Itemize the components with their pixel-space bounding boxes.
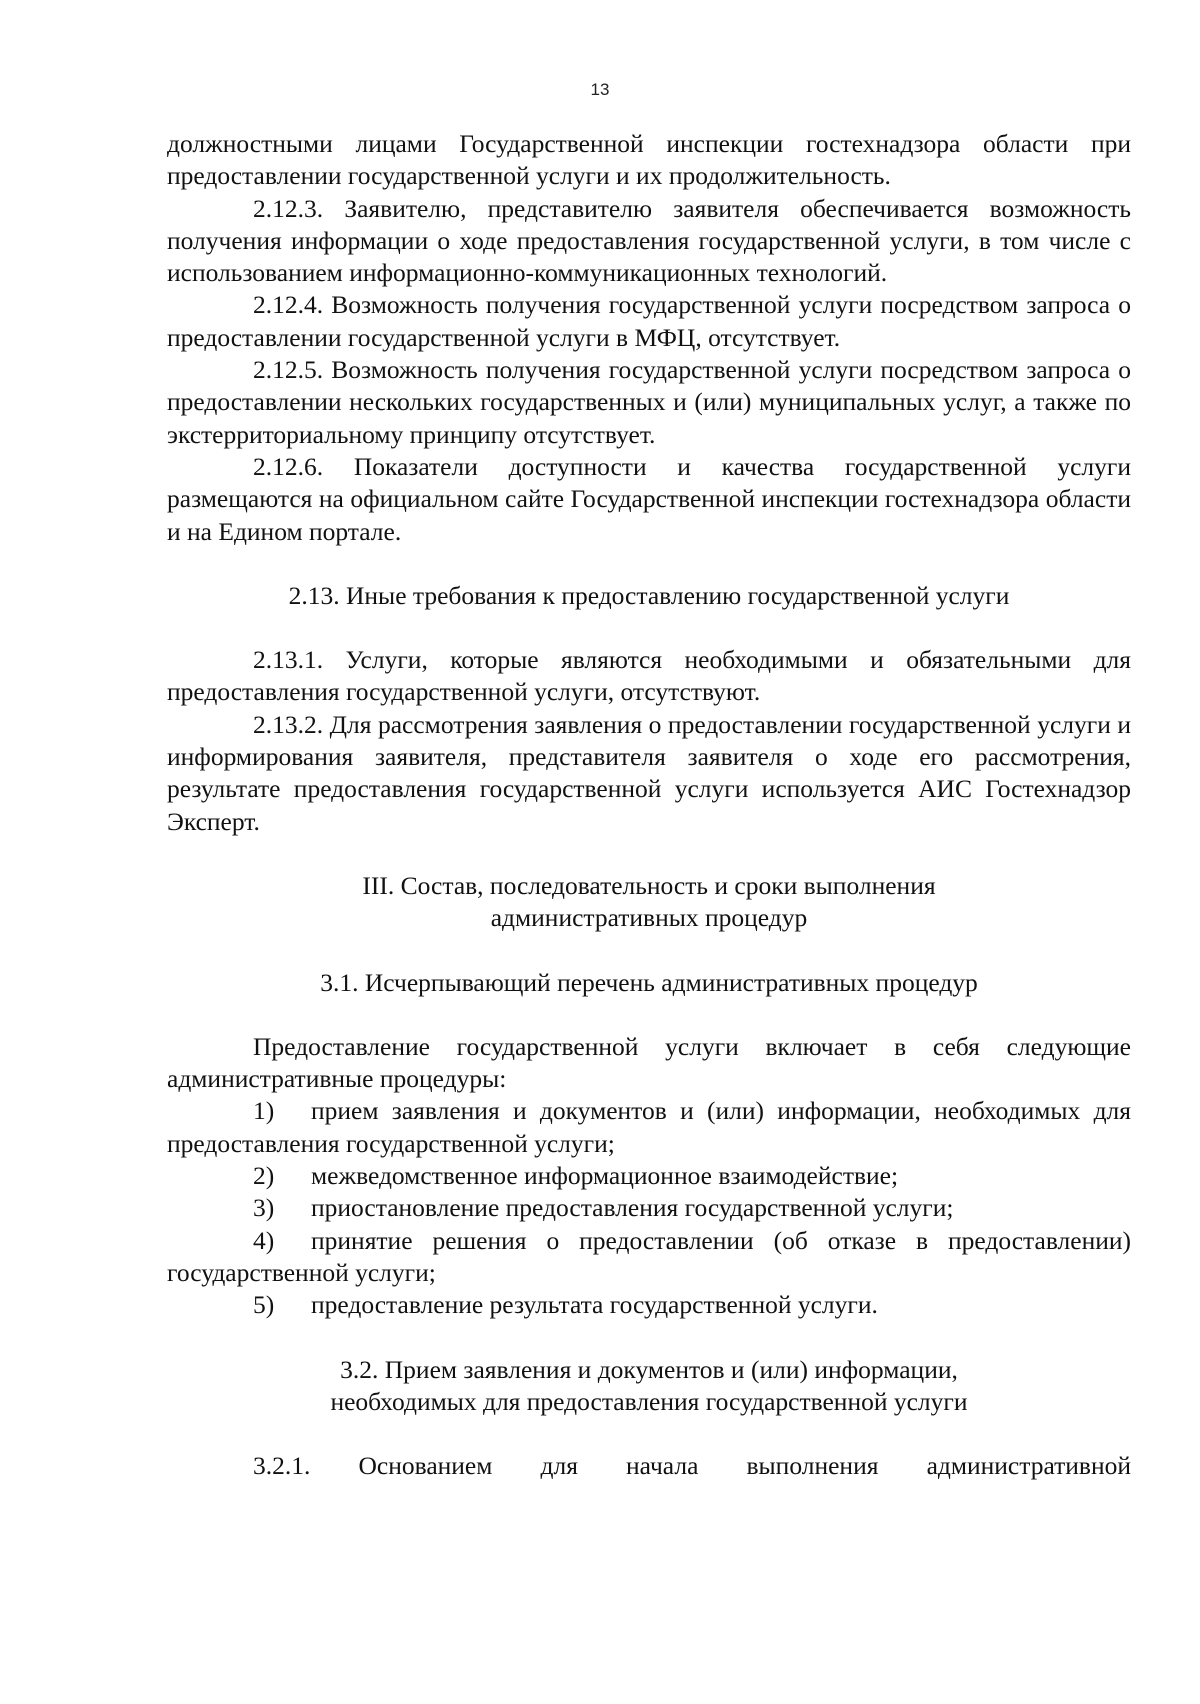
list-item-text: межведомственное информационное взаимодействие; — [311, 1161, 899, 1191]
paragraph-2-13-1: 2.13.1. Услуги, которые являются необходимыми и обязательными для предоставления государственной услуги, отсутствуют. — [167, 645, 1131, 707]
page-number: 13 — [590, 80, 610, 99]
list-item-number: 3) — [253, 1193, 275, 1223]
list-item — [167, 1160, 1131, 1192]
list-item — [167, 1289, 1131, 1321]
heading-3-2-line2: необходимых для предоставления государственной услуги — [330, 1386, 968, 1416]
paragraph-3-2-1: 3.2.1. Основанием для начала выполнения административной — [253, 1451, 1131, 1481]
list-item — [167, 1192, 1131, 1224]
list-item — [167, 1225, 1131, 1290]
paragraph-2-12-5: 2.12.5. Возможность получения государственной услуги посредством запроса о предоставлении нескольких государственных и (или) муниципальных услуг, а также по экстерриториальному принципу отсутствует. — [167, 355, 1131, 449]
heading-section-3-line1: III. Состав, последовательность и сроки выполнения — [362, 870, 936, 900]
heading-3-2-line1: 3.2. Прием заявления и документов и (или) информации, — [340, 1354, 958, 1384]
document-body — [167, 128, 1131, 1482]
paragraph-procedures-intro: Предоставление государственной услуги включает в себя следующие административные процедуры: — [167, 1031, 1131, 1094]
list-item-text: прием заявления и документов и (или) информации, необходимых для предоставления государственной услуги; — [167, 1096, 1131, 1158]
list-item-text: предоставление результата государственной услуги. — [311, 1290, 878, 1320]
list-item-number: 1) — [253, 1096, 275, 1126]
heading-3-1: 3.1. Исчерпывающий перечень административных процедур — [320, 967, 978, 997]
paragraph-2-13-2: 2.13.2. Для рассмотрения заявления о предоставлении государственной услуги и информирования заявителя, представителя заявителя о ходе его рассмотрения, результате предоставления государственной услуги используется АИС Гостехнадзор Эксперт. — [167, 709, 1131, 836]
paragraph-2-12-3: 2.12.3. Заявителю, представителю заявителя обеспечивается возможность получения информации о ходе предоставления государственной услуги, в том числе с использованием информационно-коммуникационных технологий. — [167, 193, 1131, 288]
paragraph-2-12-4: 2.12.4. Возможность получения государственной услуги посредством запроса о предоставлении государственной услуги в МФЦ, отсутствует. — [167, 290, 1131, 352]
paragraph-continuation: должностными лицами Государственной инспекции гостехнадзора области при предоставлении государственной услуги и их продолжительность. — [167, 129, 1131, 191]
list-item — [167, 1095, 1131, 1160]
list-item-text: приостановление предоставления государственной услуги; — [311, 1193, 954, 1223]
heading-2-13: 2.13. Иные требования к предоставлению государственной услуги — [288, 580, 1010, 610]
list-item-text: принятие решения о предоставлении (об отказе в предоставлении) государственной услуги; — [167, 1225, 1131, 1287]
list-item-number: 2) — [253, 1161, 275, 1191]
list-item-number: 5) — [253, 1290, 275, 1320]
paragraph-2-12-6: 2.12.6. Показатели доступности и качества государственной услуги размещаются на официальном сайте Государственной инспекции гостехнадзора области и на Едином портале. — [167, 451, 1131, 546]
list-item-number: 4) — [253, 1225, 275, 1255]
procedures-list — [167, 1095, 1131, 1321]
heading-section-3-line2: административных процедур — [490, 903, 808, 933]
